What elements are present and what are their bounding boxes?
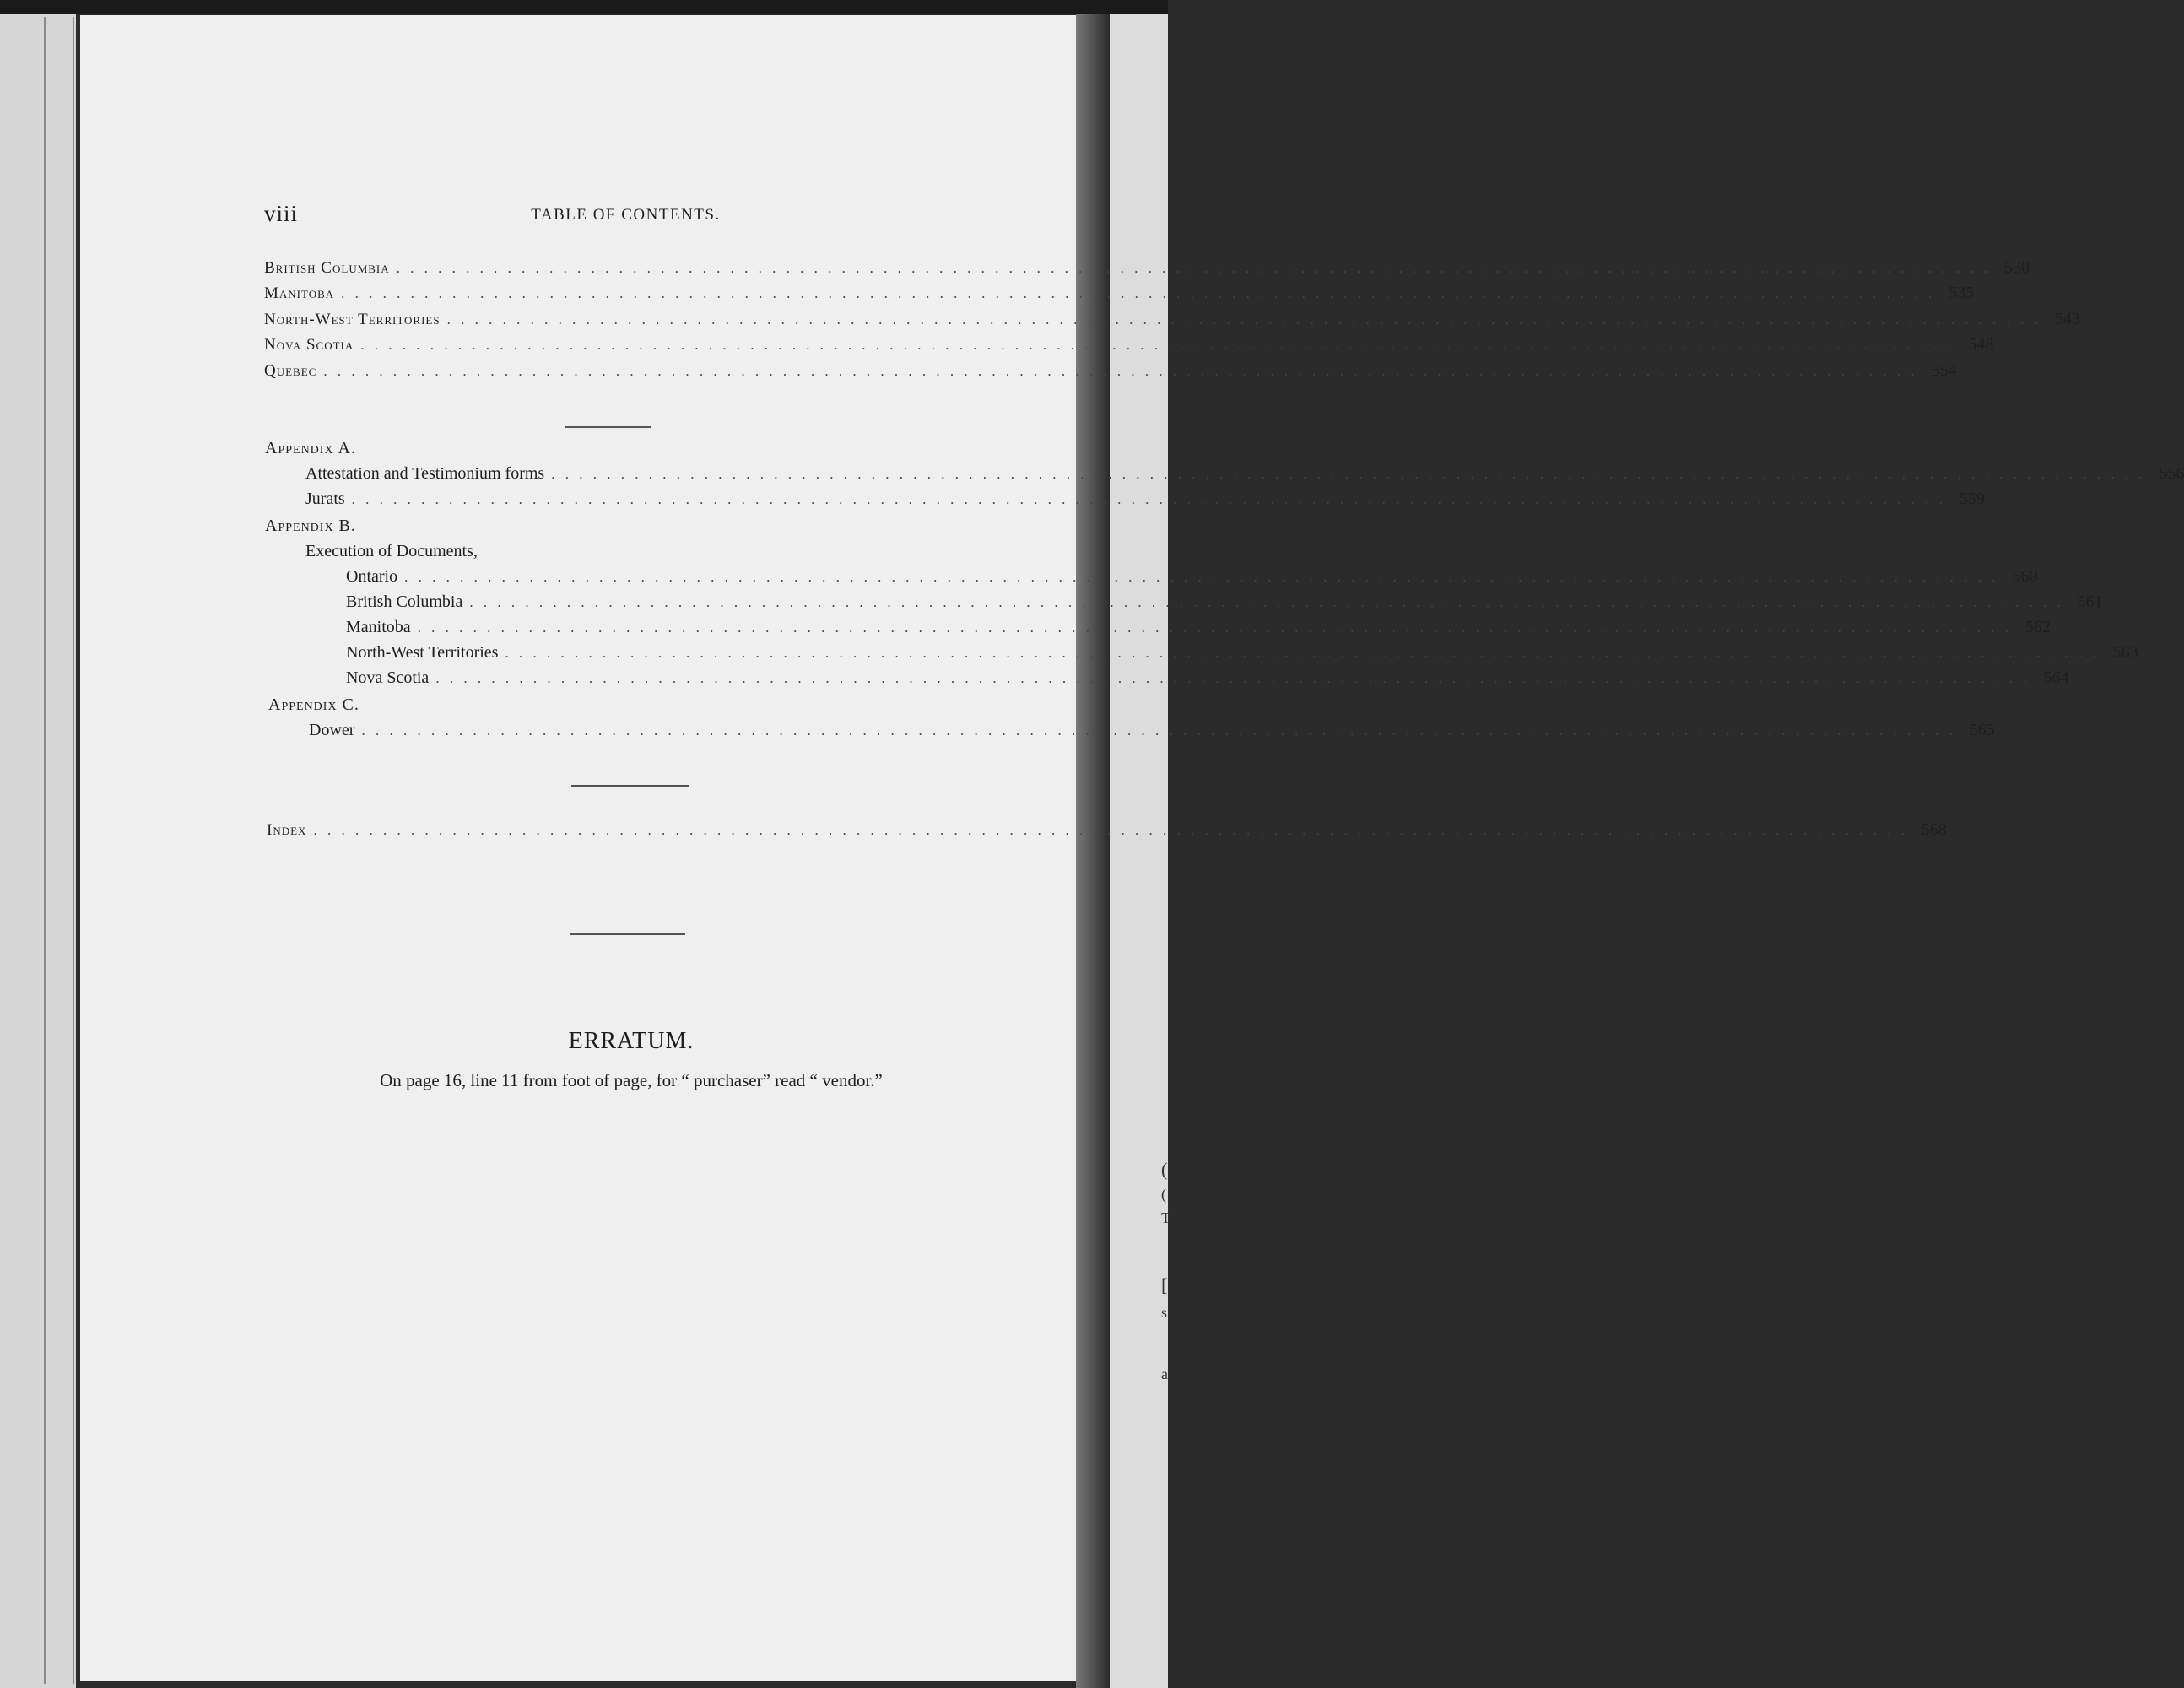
section-rule — [571, 785, 689, 787]
running-head — [264, 201, 987, 228]
adjacent-page-fragment: [ — [1161, 1274, 1168, 1296]
toc-entry-page: 561 — [2077, 592, 2103, 611]
toc-entry-page: 543 — [2054, 310, 2080, 328]
toc-entry-label: British Columbia — [346, 592, 463, 611]
toc-entry-label: Attestation and Testimonium forms — [305, 464, 545, 483]
dot-leader — [360, 337, 1954, 354]
toc-entry-page: 554 — [1931, 361, 1957, 380]
toc-entry — [264, 310, 2080, 333]
running-title: TABLE OF CONTENTS. — [531, 206, 721, 224]
dot-leader — [313, 822, 1907, 839]
erratum-text: On page 16, line 11 from foot of page, for “ purchaser” read “ vendor.” — [380, 1070, 883, 1090]
toc-entry-label: Dower — [309, 721, 355, 739]
toc-entry-page: 535 — [1949, 284, 1975, 302]
appendix-b-subheading: Execution of Documents, — [305, 542, 478, 560]
toc-entry-page: 564 — [2043, 668, 2069, 687]
toc-entry — [264, 361, 1957, 385]
dot-leader — [505, 645, 2099, 662]
toc-entry — [264, 335, 1994, 359]
toc-entry-label: North-West Territories — [264, 311, 441, 328]
page-edge-line — [44, 17, 46, 1684]
scan-top-border — [0, 0, 1168, 14]
toc-entry-label: Nova Scotia — [346, 668, 430, 687]
toc-entry — [264, 284, 1975, 307]
page-number: viii — [264, 201, 299, 226]
toc-entry-label: Ontario — [346, 567, 398, 586]
adjacent-page-fragment: ( — [1161, 1186, 1166, 1203]
adjacent-page-fragment: ( — [1161, 1159, 1168, 1180]
toc-entry — [309, 721, 1995, 744]
erratum-title: ERRATUM. — [568, 1028, 695, 1054]
toc-entry-label: Manitoba — [346, 618, 411, 636]
toc-entry-page: 562 — [2025, 618, 2051, 636]
toc-entry — [346, 592, 2103, 616]
dot-leader — [361, 722, 1955, 739]
page-edge-line — [73, 17, 74, 1684]
dot-leader — [435, 670, 2030, 687]
section-rule — [570, 933, 685, 935]
dot-leader — [469, 594, 2063, 611]
adjacent-page-fragment: T — [1161, 1209, 1170, 1226]
toc-entry — [346, 618, 2051, 641]
scan-left-margin — [0, 14, 76, 1688]
toc-entry-label: Quebec — [264, 362, 317, 380]
toc-entry — [305, 464, 2184, 488]
adjacent-page-fragment: s — [1161, 1304, 1168, 1321]
toc-entry-label: Nova Scotia — [264, 336, 354, 354]
appendix-a-heading: Appendix A. — [265, 439, 356, 457]
appendix-c-heading: Appendix C. — [268, 695, 359, 714]
toc-entry-page: 559 — [1959, 490, 1985, 508]
toc-entry-label: British Columbia — [264, 259, 390, 277]
toc-entry-label: North-West Territories — [346, 643, 499, 662]
toc-entry-page: 530 — [2003, 258, 2030, 277]
toc-entry-page: 565 — [1969, 721, 1995, 739]
dot-leader — [418, 619, 2012, 636]
dot-leader — [404, 569, 1998, 586]
toc-entry-index — [267, 820, 1947, 844]
toc-entry-page: 568 — [1921, 820, 1947, 839]
toc-entry-label: Index — [267, 821, 307, 839]
appendix-b-heading: Appendix B. — [265, 517, 356, 535]
toc-entry — [346, 567, 2038, 591]
toc-entry — [346, 668, 2069, 692]
dot-leader — [352, 491, 1946, 508]
toc-entry-page: 560 — [2012, 567, 2038, 586]
dot-leader — [551, 466, 2145, 483]
toc-entry-page: 563 — [2112, 643, 2138, 662]
toc-entry — [305, 490, 1985, 513]
toc-entry-label: Manitoba — [264, 284, 335, 302]
adjacent-page-fragment: a — [1161, 1366, 1168, 1382]
dot-leader — [447, 311, 2041, 328]
toc-entry — [346, 643, 2138, 667]
toc-entry-page: 556 — [2159, 464, 2184, 483]
dot-leader — [341, 285, 1935, 302]
toc-entry-label: Jurats — [305, 490, 345, 508]
toc-entry — [264, 258, 2030, 282]
dot-leader — [397, 260, 1991, 277]
section-rule — [565, 426, 651, 428]
dot-leader — [323, 363, 1917, 380]
toc-entry-page: 548 — [1968, 335, 1994, 354]
